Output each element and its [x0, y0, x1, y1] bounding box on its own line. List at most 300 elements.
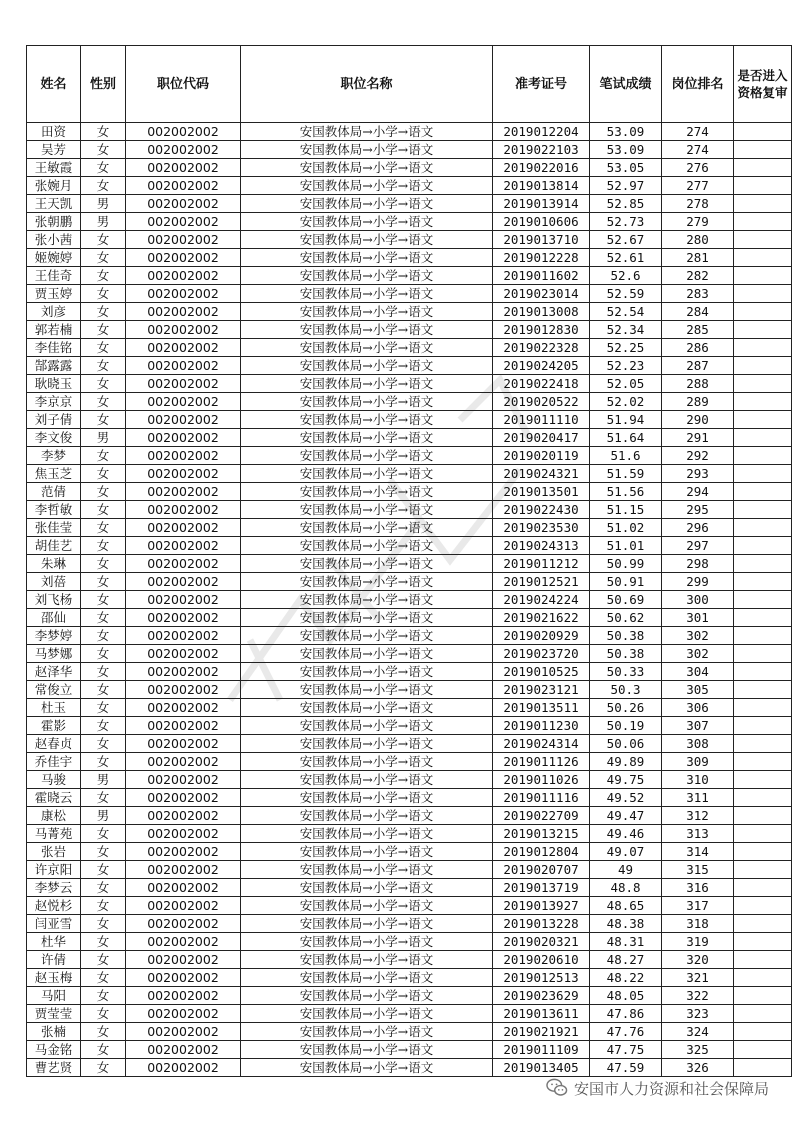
position-name-cell: 安国教体局→小学→语文 — [241, 1041, 493, 1059]
review-status-cell — [734, 159, 792, 177]
review-status-cell — [734, 699, 792, 717]
review-status-cell — [734, 321, 792, 339]
position-rank-cell: 288 — [662, 375, 734, 393]
position-code-cell: 002002002 — [126, 717, 241, 735]
position-name-cell: 安国教体局→小学→语文 — [241, 717, 493, 735]
review-status-cell — [734, 483, 792, 501]
written-score-cell: 47.76 — [590, 1023, 662, 1041]
position-rank-cell: 304 — [662, 663, 734, 681]
position-code-cell: 002002002 — [126, 465, 241, 483]
review-status-cell — [734, 609, 792, 627]
table-row — [27, 267, 792, 285]
position-code-cell: 002002002 — [126, 429, 241, 447]
position-code-cell: 002002002 — [126, 969, 241, 987]
position-code-cell: 002002002 — [126, 843, 241, 861]
position-code-cell: 002002002 — [126, 627, 241, 645]
exam-number-cell: 2019013814 — [493, 177, 590, 195]
table-row — [27, 141, 792, 159]
position-name-cell: 安国教体局→小学→语文 — [241, 1059, 493, 1077]
written-score-cell: 47.59 — [590, 1059, 662, 1077]
exam-number-cell: 2019013215 — [493, 825, 590, 843]
gender-cell: 女 — [81, 645, 126, 663]
review-status-cell — [734, 231, 792, 249]
table-row — [27, 861, 792, 879]
gender-cell: 女 — [81, 285, 126, 303]
exam-number-cell: 2019013501 — [493, 483, 590, 501]
written-score-cell: 50.69 — [590, 591, 662, 609]
written-score-cell: 50.99 — [590, 555, 662, 573]
position-name-cell: 安国教体局→小学→语文 — [241, 141, 493, 159]
written-score-cell: 49.75 — [590, 771, 662, 789]
position-name-cell: 安国教体局→小学→语文 — [241, 1023, 493, 1041]
position-rank-cell: 286 — [662, 339, 734, 357]
table-row — [27, 1041, 792, 1059]
position-rank-cell: 276 — [662, 159, 734, 177]
table-row — [27, 699, 792, 717]
table-row — [27, 447, 792, 465]
position-name-cell: 安国教体局→小学→语文 — [241, 609, 493, 627]
gender-cell: 女 — [81, 375, 126, 393]
position-rank-cell: 308 — [662, 735, 734, 753]
table-row — [27, 195, 792, 213]
position-code-cell: 002002002 — [126, 807, 241, 825]
position-rank-cell: 274 — [662, 123, 734, 141]
written-score-cell: 50.91 — [590, 573, 662, 591]
position-rank-cell: 280 — [662, 231, 734, 249]
name-cell: 李梦 — [27, 447, 81, 465]
position-code-cell: 002002002 — [126, 753, 241, 771]
exam-number-cell: 2019012513 — [493, 969, 590, 987]
exam-number-cell: 2019021622 — [493, 609, 590, 627]
header-enter-review: 是否进入资格复审 — [734, 46, 792, 123]
exam-number-cell: 2019010525 — [493, 663, 590, 681]
position-rank-cell: 307 — [662, 717, 734, 735]
gender-cell: 女 — [81, 555, 126, 573]
gender-cell: 女 — [81, 1005, 126, 1023]
position-name-cell: 安国教体局→小学→语文 — [241, 501, 493, 519]
exam-number-cell: 2019011230 — [493, 717, 590, 735]
written-score-cell: 51.56 — [590, 483, 662, 501]
review-status-cell — [734, 573, 792, 591]
table-row — [27, 123, 792, 141]
table-row — [27, 357, 792, 375]
review-status-cell — [734, 303, 792, 321]
review-status-cell — [734, 501, 792, 519]
exam-number-cell: 2019013511 — [493, 699, 590, 717]
table-row — [27, 411, 792, 429]
name-cell: 常俊立 — [27, 681, 81, 699]
review-status-cell — [734, 339, 792, 357]
name-cell: 许倩 — [27, 951, 81, 969]
name-cell: 霍晓云 — [27, 789, 81, 807]
position-code-cell: 002002002 — [126, 141, 241, 159]
table-row — [27, 681, 792, 699]
gender-cell: 女 — [81, 627, 126, 645]
position-code-cell: 002002002 — [126, 231, 241, 249]
gender-cell: 女 — [81, 699, 126, 717]
name-cell: 马菁苑 — [27, 825, 81, 843]
name-cell: 李文俊 — [27, 429, 81, 447]
exam-number-cell: 2019024314 — [493, 735, 590, 753]
position-code-cell: 002002002 — [126, 951, 241, 969]
position-name-cell: 安国教体局→小学→语文 — [241, 195, 493, 213]
position-code-cell: 002002002 — [126, 303, 241, 321]
position-rank-cell: 283 — [662, 285, 734, 303]
header-position-code: 职位代码 — [126, 46, 241, 123]
review-status-cell — [734, 267, 792, 285]
position-rank-cell: 317 — [662, 897, 734, 915]
position-rank-cell: 325 — [662, 1041, 734, 1059]
position-name-cell: 安国教体局→小学→语文 — [241, 159, 493, 177]
table-row — [27, 177, 792, 195]
position-code-cell: 002002002 — [126, 591, 241, 609]
position-name-cell: 安国教体局→小学→语文 — [241, 231, 493, 249]
position-name-cell: 安国教体局→小学→语文 — [241, 681, 493, 699]
position-name-cell: 安国教体局→小学→语文 — [241, 465, 493, 483]
position-code-cell: 002002002 — [126, 339, 241, 357]
position-code-cell: 002002002 — [126, 681, 241, 699]
name-cell: 许京阳 — [27, 861, 81, 879]
position-name-cell: 安国教体局→小学→语文 — [241, 537, 493, 555]
position-name-cell: 安国教体局→小学→语文 — [241, 825, 493, 843]
written-score-cell: 49.47 — [590, 807, 662, 825]
position-name-cell: 安国教体局→小学→语文 — [241, 375, 493, 393]
exam-number-cell: 2019022418 — [493, 375, 590, 393]
written-score-cell: 52.05 — [590, 375, 662, 393]
position-name-cell: 安国教体局→小学→语文 — [241, 357, 493, 375]
name-cell: 赵玉梅 — [27, 969, 81, 987]
position-code-cell: 002002002 — [126, 393, 241, 411]
position-name-cell: 安国教体局→小学→语文 — [241, 933, 493, 951]
review-status-cell — [734, 195, 792, 213]
review-status-cell — [734, 681, 792, 699]
position-name-cell: 安国教体局→小学→语文 — [241, 411, 493, 429]
table-row — [27, 231, 792, 249]
table-row — [27, 609, 792, 627]
exam-number-cell: 2019022016 — [493, 159, 590, 177]
exam-number-cell: 2019011126 — [493, 753, 590, 771]
exam-number-cell: 2019023014 — [493, 285, 590, 303]
table-row — [27, 987, 792, 1005]
table-row — [27, 303, 792, 321]
review-status-cell — [734, 1023, 792, 1041]
name-cell: 马阳 — [27, 987, 81, 1005]
name-cell: 耿晓玉 — [27, 375, 81, 393]
written-score-cell: 52.23 — [590, 357, 662, 375]
name-cell: 张婉月 — [27, 177, 81, 195]
name-cell: 焦玉芝 — [27, 465, 81, 483]
table-row — [27, 591, 792, 609]
header-exam-number: 准考证号 — [493, 46, 590, 123]
name-cell: 朱琳 — [27, 555, 81, 573]
position-code-cell: 002002002 — [126, 177, 241, 195]
review-status-cell — [734, 753, 792, 771]
review-status-cell — [734, 861, 792, 879]
position-name-cell: 安国教体局→小学→语文 — [241, 699, 493, 717]
review-status-cell — [734, 843, 792, 861]
position-code-cell: 002002002 — [126, 285, 241, 303]
position-rank-cell: 297 — [662, 537, 734, 555]
exam-number-cell: 2019011212 — [493, 555, 590, 573]
table-body — [27, 123, 792, 1077]
name-cell: 张楠 — [27, 1023, 81, 1041]
name-cell: 刘彦 — [27, 303, 81, 321]
name-cell: 张佳莹 — [27, 519, 81, 537]
position-code-cell: 002002002 — [126, 483, 241, 501]
table-row — [27, 789, 792, 807]
table-row — [27, 717, 792, 735]
table-row — [27, 501, 792, 519]
position-rank-cell: 313 — [662, 825, 734, 843]
position-rank-cell: 316 — [662, 879, 734, 897]
position-code-cell: 002002002 — [126, 195, 241, 213]
review-status-cell — [734, 519, 792, 537]
position-rank-cell: 299 — [662, 573, 734, 591]
gender-cell: 男 — [81, 771, 126, 789]
header-name: 姓名 — [27, 46, 81, 123]
exam-number-cell: 2019013914 — [493, 195, 590, 213]
name-cell: 贾莹莹 — [27, 1005, 81, 1023]
written-score-cell: 50.19 — [590, 717, 662, 735]
gender-cell: 女 — [81, 519, 126, 537]
written-score-cell: 50.38 — [590, 627, 662, 645]
gender-cell: 男 — [81, 195, 126, 213]
review-status-cell — [734, 1059, 792, 1077]
gender-cell: 男 — [81, 429, 126, 447]
position-code-cell: 002002002 — [126, 1005, 241, 1023]
exam-number-cell: 2019022430 — [493, 501, 590, 519]
table-row — [27, 663, 792, 681]
gender-cell: 女 — [81, 843, 126, 861]
position-rank-cell: 295 — [662, 501, 734, 519]
table-row — [27, 339, 792, 357]
review-status-cell — [734, 879, 792, 897]
gender-cell: 女 — [81, 483, 126, 501]
position-name-cell: 安国教体局→小学→语文 — [241, 789, 493, 807]
exam-number-cell: 2019024205 — [493, 357, 590, 375]
position-code-cell: 002002002 — [126, 321, 241, 339]
table-row — [27, 375, 792, 393]
table-row — [27, 393, 792, 411]
position-rank-cell: 282 — [662, 267, 734, 285]
score-ranking-table — [26, 45, 792, 1077]
table-row — [27, 825, 792, 843]
review-status-cell — [734, 537, 792, 555]
gender-cell: 女 — [81, 537, 126, 555]
table-row — [27, 807, 792, 825]
name-cell: 杜华 — [27, 933, 81, 951]
gender-cell: 女 — [81, 123, 126, 141]
exam-number-cell: 2019013927 — [493, 897, 590, 915]
name-cell: 霍影 — [27, 717, 81, 735]
exam-number-cell: 2019013228 — [493, 915, 590, 933]
exam-number-cell: 2019012804 — [493, 843, 590, 861]
table-row — [27, 483, 792, 501]
position-name-cell: 安国教体局→小学→语文 — [241, 213, 493, 231]
written-score-cell: 51.02 — [590, 519, 662, 537]
position-name-cell: 安国教体局→小学→语文 — [241, 429, 493, 447]
position-code-cell: 002002002 — [126, 411, 241, 429]
position-rank-cell: 320 — [662, 951, 734, 969]
position-rank-cell: 300 — [662, 591, 734, 609]
review-status-cell — [734, 771, 792, 789]
written-score-cell: 50.33 — [590, 663, 662, 681]
written-score-cell: 51.64 — [590, 429, 662, 447]
gender-cell: 女 — [81, 447, 126, 465]
exam-number-cell: 2019010606 — [493, 213, 590, 231]
header-gender: 性别 — [81, 46, 126, 123]
written-score-cell: 48.22 — [590, 969, 662, 987]
position-name-cell: 安国教体局→小学→语文 — [241, 573, 493, 591]
position-rank-cell: 306 — [662, 699, 734, 717]
position-rank-cell: 290 — [662, 411, 734, 429]
review-status-cell — [734, 735, 792, 753]
review-status-cell — [734, 987, 792, 1005]
gender-cell: 女 — [81, 753, 126, 771]
header-position-rank: 岗位排名 — [662, 46, 734, 123]
written-score-cell: 49.89 — [590, 753, 662, 771]
written-score-cell: 50.38 — [590, 645, 662, 663]
position-rank-cell: 292 — [662, 447, 734, 465]
table-row — [27, 537, 792, 555]
position-name-cell: 安国教体局→小学→语文 — [241, 267, 493, 285]
position-code-cell: 002002002 — [126, 1023, 241, 1041]
written-score-cell: 48.27 — [590, 951, 662, 969]
position-code-cell: 002002002 — [126, 771, 241, 789]
exam-number-cell: 2019020707 — [493, 861, 590, 879]
position-rank-cell: 285 — [662, 321, 734, 339]
written-score-cell: 50.06 — [590, 735, 662, 753]
table-row — [27, 429, 792, 447]
position-code-cell: 002002002 — [126, 357, 241, 375]
name-cell: 王敏霞 — [27, 159, 81, 177]
name-cell: 姬婉婷 — [27, 249, 81, 267]
position-name-cell: 安国教体局→小学→语文 — [241, 969, 493, 987]
exam-number-cell: 2019011109 — [493, 1041, 590, 1059]
position-rank-cell: 315 — [662, 861, 734, 879]
position-name-cell: 安国教体局→小学→语文 — [241, 951, 493, 969]
review-status-cell — [734, 933, 792, 951]
position-name-cell: 安国教体局→小学→语文 — [241, 987, 493, 1005]
position-rank-cell: 277 — [662, 177, 734, 195]
review-status-cell — [734, 951, 792, 969]
exam-number-cell: 2019020321 — [493, 933, 590, 951]
review-status-cell — [734, 429, 792, 447]
name-cell: 郜露露 — [27, 357, 81, 375]
written-score-cell: 49.52 — [590, 789, 662, 807]
name-cell: 张岩 — [27, 843, 81, 861]
table-row — [27, 465, 792, 483]
position-rank-cell: 322 — [662, 987, 734, 1005]
written-score-cell: 49 — [590, 861, 662, 879]
review-status-cell — [734, 1005, 792, 1023]
review-status-cell — [734, 789, 792, 807]
name-cell: 吴芳 — [27, 141, 81, 159]
position-name-cell: 安国教体局→小学→语文 — [241, 303, 493, 321]
table-row — [27, 573, 792, 591]
written-score-cell: 53.09 — [590, 123, 662, 141]
position-code-cell: 002002002 — [126, 897, 241, 915]
table-row — [27, 555, 792, 573]
review-status-cell — [734, 447, 792, 465]
position-rank-cell: 309 — [662, 753, 734, 771]
gender-cell: 女 — [81, 717, 126, 735]
gender-cell: 女 — [81, 735, 126, 753]
gender-cell: 女 — [81, 789, 126, 807]
gender-cell: 女 — [81, 1023, 126, 1041]
written-score-cell: 52.67 — [590, 231, 662, 249]
position-code-cell: 002002002 — [126, 555, 241, 573]
name-cell: 曹艺贤 — [27, 1059, 81, 1077]
written-score-cell: 52.54 — [590, 303, 662, 321]
review-status-cell — [734, 555, 792, 573]
exam-number-cell: 2019013710 — [493, 231, 590, 249]
written-score-cell: 52.25 — [590, 339, 662, 357]
table-row — [27, 771, 792, 789]
gender-cell: 女 — [81, 951, 126, 969]
position-rank-cell: 314 — [662, 843, 734, 861]
position-name-cell: 安国教体局→小学→语文 — [241, 807, 493, 825]
gender-cell: 女 — [81, 141, 126, 159]
position-rank-cell: 310 — [662, 771, 734, 789]
position-code-cell: 002002002 — [126, 879, 241, 897]
written-score-cell: 52.73 — [590, 213, 662, 231]
gender-cell: 女 — [81, 303, 126, 321]
position-code-cell: 002002002 — [126, 447, 241, 465]
position-name-cell: 安国教体局→小学→语文 — [241, 591, 493, 609]
table-row — [27, 249, 792, 267]
position-rank-cell: 311 — [662, 789, 734, 807]
exam-number-cell: 2019011116 — [493, 789, 590, 807]
position-name-cell: 安国教体局→小学→语文 — [241, 843, 493, 861]
position-code-cell: 002002002 — [126, 825, 241, 843]
position-name-cell: 安国教体局→小学→语文 — [241, 519, 493, 537]
position-code-cell: 002002002 — [126, 213, 241, 231]
review-status-cell — [734, 591, 792, 609]
written-score-cell: 52.85 — [590, 195, 662, 213]
review-status-cell — [734, 627, 792, 645]
position-rank-cell: 321 — [662, 969, 734, 987]
gender-cell: 女 — [81, 825, 126, 843]
position-name-cell: 安国教体局→小学→语文 — [241, 339, 493, 357]
name-cell: 刘子倩 — [27, 411, 81, 429]
position-name-cell: 安国教体局→小学→语文 — [241, 735, 493, 753]
gender-cell: 女 — [81, 267, 126, 285]
source-watermark — [546, 1077, 769, 1099]
name-cell: 郭若楠 — [27, 321, 81, 339]
name-cell: 赵悦杉 — [27, 897, 81, 915]
name-cell: 贾玉婷 — [27, 285, 81, 303]
exam-number-cell: 2019012830 — [493, 321, 590, 339]
gender-cell: 女 — [81, 591, 126, 609]
gender-cell: 女 — [81, 609, 126, 627]
header-position-name: 职位名称 — [241, 46, 493, 123]
name-cell: 闫亚雪 — [27, 915, 81, 933]
exam-number-cell: 2019023720 — [493, 645, 590, 663]
gender-cell: 女 — [81, 897, 126, 915]
review-status-cell — [734, 285, 792, 303]
review-status-cell — [734, 807, 792, 825]
table-row — [27, 1059, 792, 1077]
name-cell: 康松 — [27, 807, 81, 825]
name-cell: 赵春贞 — [27, 735, 81, 753]
name-cell: 乔佳宇 — [27, 753, 81, 771]
written-score-cell: 50.62 — [590, 609, 662, 627]
written-score-cell: 52.34 — [590, 321, 662, 339]
name-cell: 王天凯 — [27, 195, 81, 213]
gender-cell: 女 — [81, 231, 126, 249]
exam-number-cell: 2019023629 — [493, 987, 590, 1005]
